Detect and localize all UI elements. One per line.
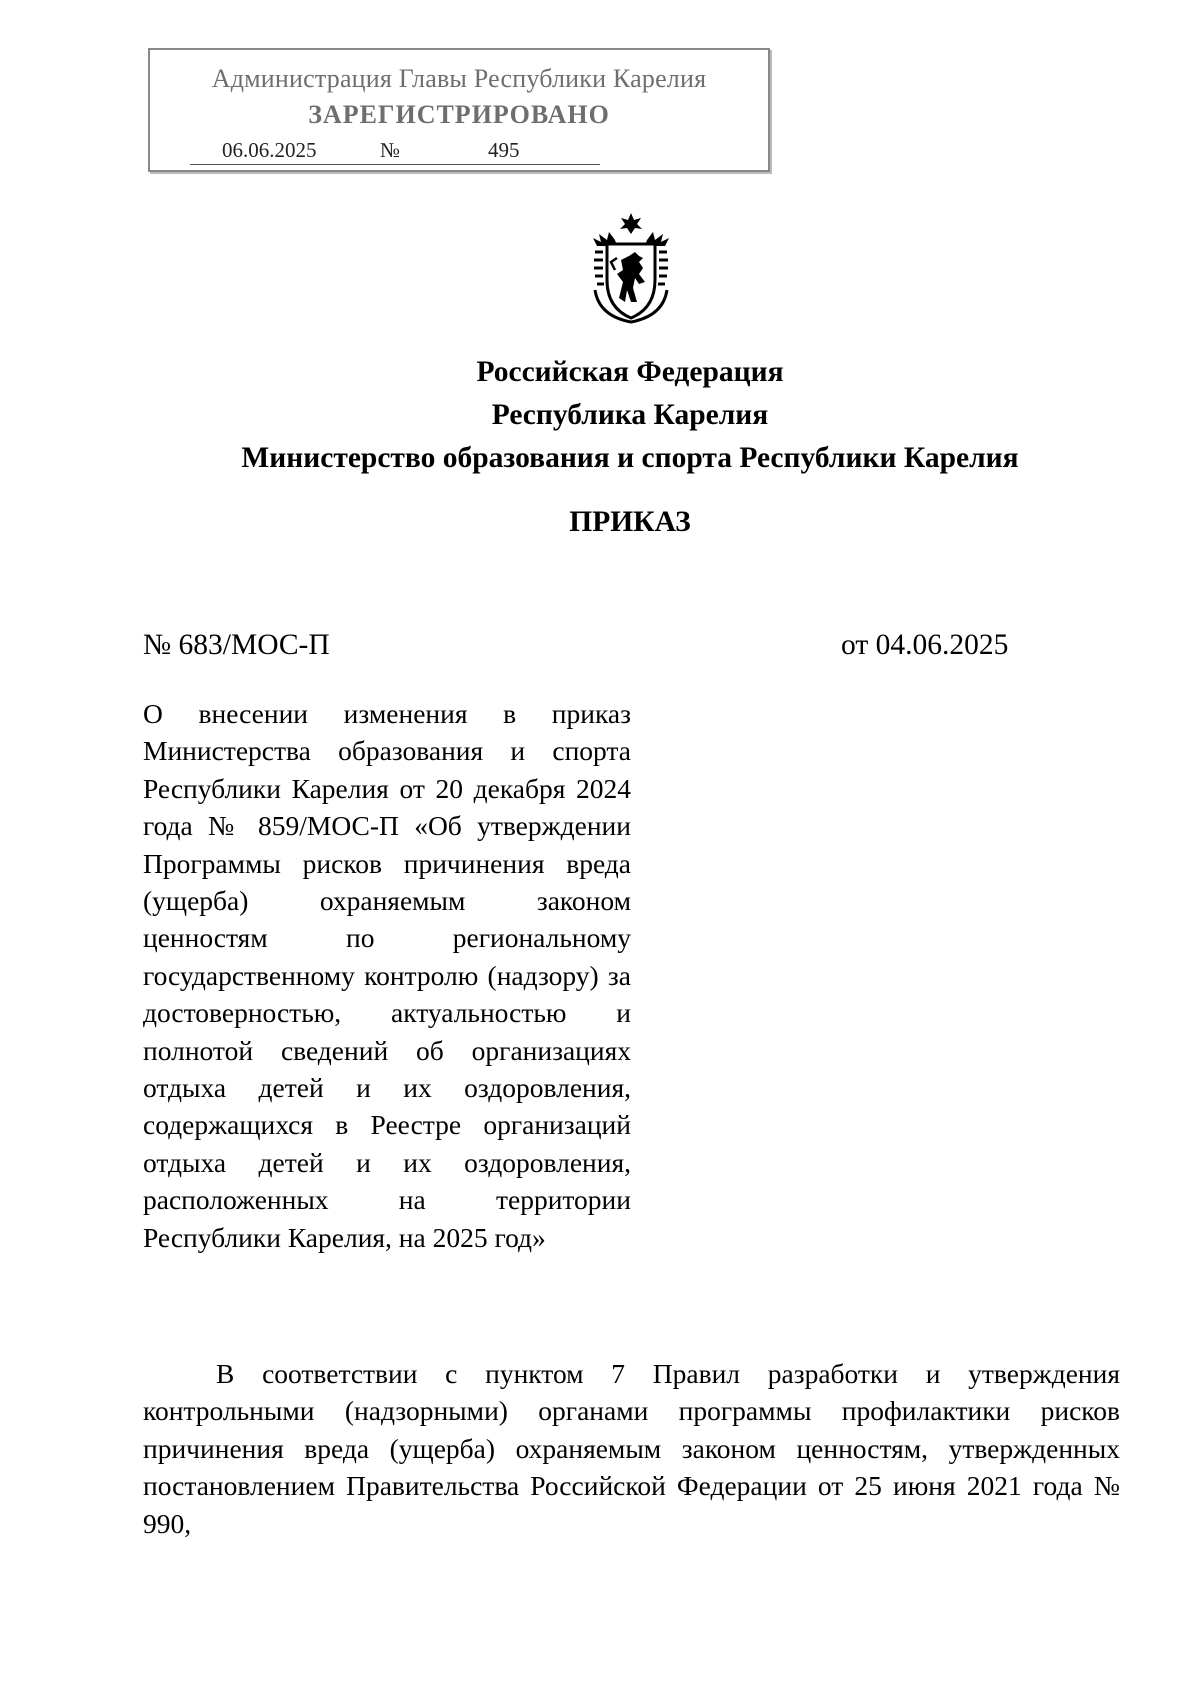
stamp-date: 06.06.2025: [222, 138, 317, 162]
order-body-paragraph: В соответствии с пунктом 7 Правил разработки и утверждения контрольными (надзорными) органами программы профилактики рисков причинения вреда (ущерба) охраняемым законом ценностям, утвержденных постановлением Правительства Российской Федерации от 25 июня 2021 года № 990,: [143, 1358, 1120, 1539]
order-number: № 683/МОС-П: [143, 629, 330, 661]
stamp-number: 495: [488, 138, 520, 162]
header-ministry: Министерство образования и спорта Республики Карелия: [241, 442, 1019, 474]
order-subject: О внесении изменения в приказ Министерства образования и спорта Республики Карелия от 20 декабря 2024 года № 859/МОС-П «Об утверждении Программы рисков причинения вреда (ущерба) охраняемым законом ценностям по региональному государственному контролю (надзору) за достоверностью, актуальностью и полнотой сведений об организациях отдыха детей и их оздоровления, содержащихся в Реестре организаций отдыха детей и их оздоровления, расположенных на территории Республики Карелия, на 2025 год»: [143, 698, 631, 1253]
registration-stamp: [148, 48, 770, 172]
coat-of-arms-icon: [589, 212, 673, 324]
header-region: Республика Карелия: [491, 399, 769, 431]
stamp-registration-line: [190, 134, 600, 165]
header-country: Российская Федерация: [476, 356, 784, 388]
stamp-organization: Администрация Главы Республики Карелия: [211, 64, 707, 93]
stamp-status: ЗАРЕГИСТРИРОВАНО: [308, 100, 610, 129]
order-date: от 04.06.2025: [841, 629, 1009, 661]
stamp-number-label: №: [380, 138, 401, 162]
document-type-title: ПРИКАЗ: [569, 506, 691, 538]
